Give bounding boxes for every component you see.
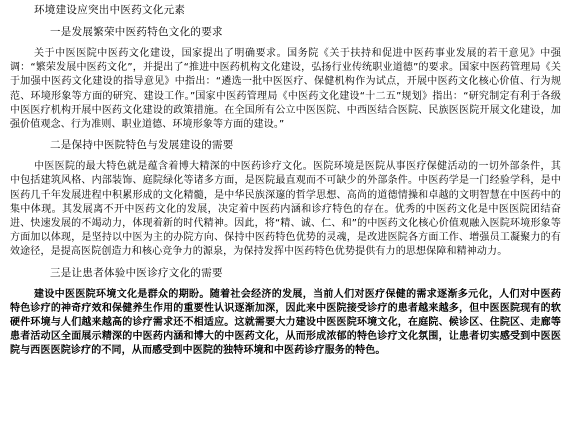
section-paragraph-2: 中医医院的最大特色就是蕴含着博大精深的中医药诊疗文化。医院环境是医院从事医疗保健活动的一切外部条件，其中包括建筑风格、内部装饰、庭院绿化等诸多方面，是医院最直观而不可缺少的外部条件。中医药学是一门经验学科，是中医药几千年发展进程中积累形成的文化精髓，是中华民族深邃的哲学思想、高尚的道德情操和卓越的文明智慧在中医药中的集中体现。其发展离不开中医药文化的发展，决定着中医药内涵和诊疗特色的存在。优秀的中医药文化是中医医院团结奋进、快速发展的不竭动力，体现着新的时代精神。因此，将“精、诚、仁、和”的中医药文化核心价值观融入医院环境形象等方面加以体现，是坚持以中医为主的办院方向、保持中医药特色优势的灵魂，是改进医院各方面工作、增强员工凝聚力的有效途径，是提高医院创造力和核心竞争力的源泉，为保持发挥中医药特色优势提供有力的思想保障和精神动力。 [10,161,561,258]
section-heading-3: 三是让患者体验中医诊疗文化的需要 [50,266,223,279]
section-heading-2: 二是保持中医院特色与发展建设的需要 [50,139,234,152]
section-paragraph-1: 关于中医医院中医药文化建设，国家提出了明确要求。国务院《关于扶持和促进中医药事业发展的若干意见》中强调：“繁荣发展中医药文化”，并提出了“推进中医药机构文化建设，弘扬行业传统职业道德”的要求。国家中医药管理局《关于加强中医药文化建设的指导意见》中指出：“遴选一批中医医疗、保健机构作为试点，开展中医药文化核心价值、行为规范、环境形象等方面的研究、建设工作。”国家中医药管理局《中医药文化建设“十二五”规划》指出：“研究制定有利于各级中医医疗机构开展中医药文化建设的政策措施。在全国所有公立中医医院、中西医结合医院、民族医医院开展文化建设，加强价值观念、行为准则、职业道德、环境形象等方面的建设。” [10,48,561,131]
document-title: 环境建设应突出中医药文化元素 [34,4,186,16]
section-paragraph-3: 建设中医医院环境文化是群众的期盼。随着社会经济的发展，当前人们对医疗保健的需求逐渐多元化，人们对中医药特色诊疗的神奇疗效和保健养生作用的重要性认识逐渐加深，因此来中医院接受诊疗的患者越来越多，但中医医院现有的软硬件环境与人们越来越高的诊疗需求还不相适应。这就需要大力建设中医医院环境文化，在庭院、候诊区、住院区、走廊等患者活动区全面展示精深的中医药内涵和博大的中医药文化，从而形成浓郁的特色诊疗文化氛围，让患者切实感受到中医医院与西医医院诊疗的不同，从而感受到中医院的独特环境和中医药诊疗服务的特色。 [10,288,561,357]
section-heading-1: 一是发展繁荣中医药特色文化的要求 [50,26,223,38]
